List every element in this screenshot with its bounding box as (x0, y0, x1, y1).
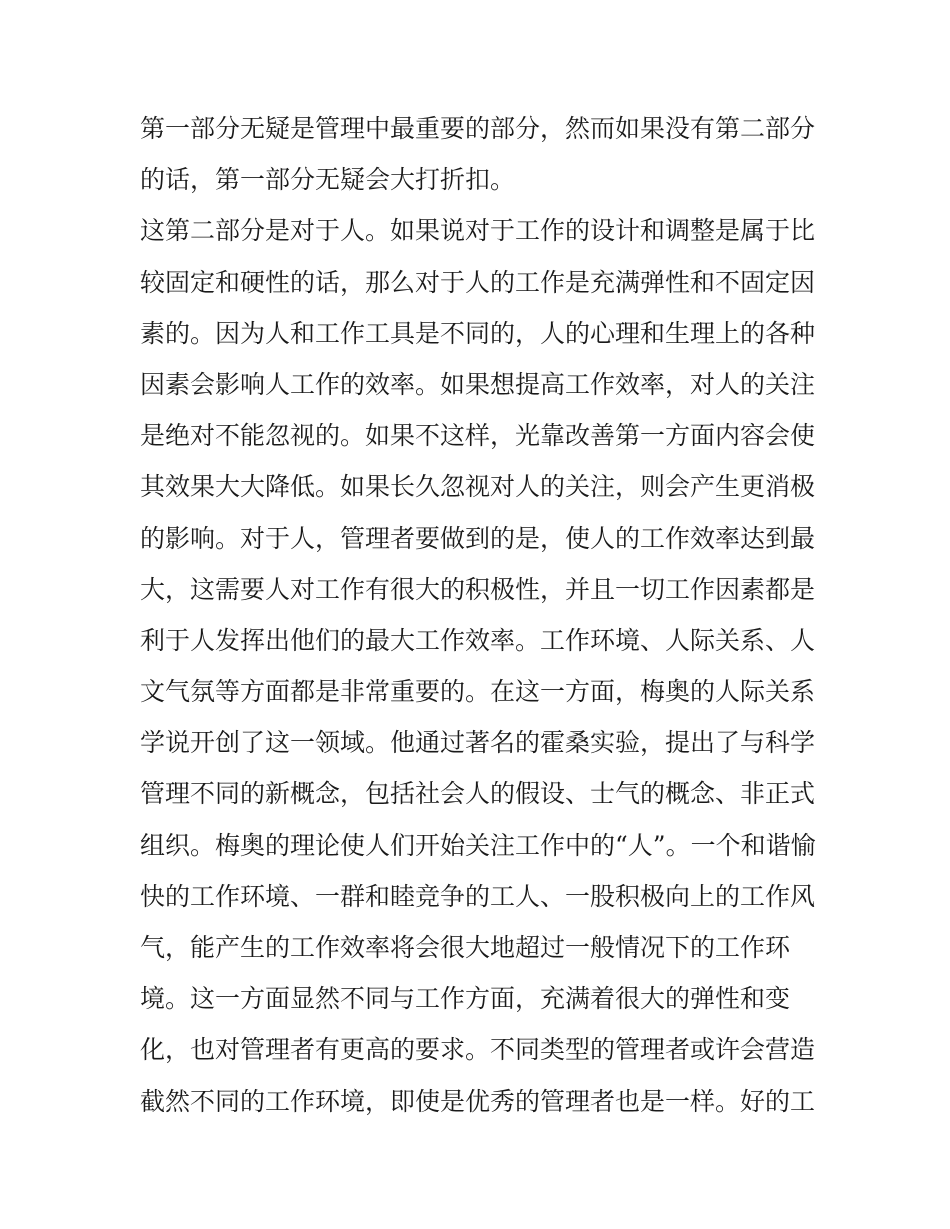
text-line: 较固定和硬性的话，那么对于人的工作是充满弹性和不固定因 (140, 267, 816, 297)
text-line: 化，也对管理者有更高的要求。不同类型的管理者或许会营造 (140, 1035, 816, 1065)
text-line: 素的。因为人和工作工具是不同的，人的心理和生理上的各种 (140, 318, 816, 348)
text-line: 大，这需要人对工作有很大的积极性，并且一切工作因素都是 (140, 574, 816, 604)
text-line: 学说开创了这一领域。他通过著名的霍桑实验，提出了与科学 (140, 728, 816, 758)
text-line: 的话，第一部分无疑会大打折扣。 (140, 165, 516, 195)
text-line: 因素会影响人工作的效率。如果想提高工作效率，对人的关注 (140, 369, 816, 399)
text-line: 是绝对不能忽视的。如果不这样，光靠改善第一方面内容会使 (140, 421, 816, 451)
body-text (140, 103, 820, 1127)
text-line: 气，能产生的工作效率将会很大地超过一般情况下的工作环 (140, 933, 791, 962)
text-line: 其效果大大降低。如果长久忽视对人的关注，则会产生更消极 (140, 472, 816, 502)
text-line: 文气氛等方面都是非常重要的。在这一方面，梅奥的人际关系 (140, 677, 816, 707)
text-line: 这第二部分是对于人。如果说对于工作的设计和调整是属于比 (140, 216, 816, 246)
text-line: 的影响。对于人，管理者要做到的是，使人的工作效率达到最 (140, 523, 816, 553)
text-line: 快的工作环境、一群和睦竞争的工人、一股积极向上的工作风 (140, 881, 816, 911)
text-line: 组织。梅奥的理论使人们开始关注工作中的“人”。一个和谐愉 (140, 830, 816, 860)
text-line: 第一部分无疑是管理中最重要的部分，然而如果没有第二部分 (140, 114, 816, 143)
text-line: 截然不同的工作环境，即使是优秀的管理者也是一样。好的工 (140, 1086, 816, 1116)
text-line: 境。这一方面显然不同与工作方面，充满着很大的弹性和变 (140, 984, 791, 1014)
text-line: 利于人发挥出他们的最大工作效率。工作环境、人际关系、人 (140, 625, 816, 655)
text-line: 管理不同的新概念，包括社会人的假设、士气的概念、非正式 (140, 779, 816, 809)
